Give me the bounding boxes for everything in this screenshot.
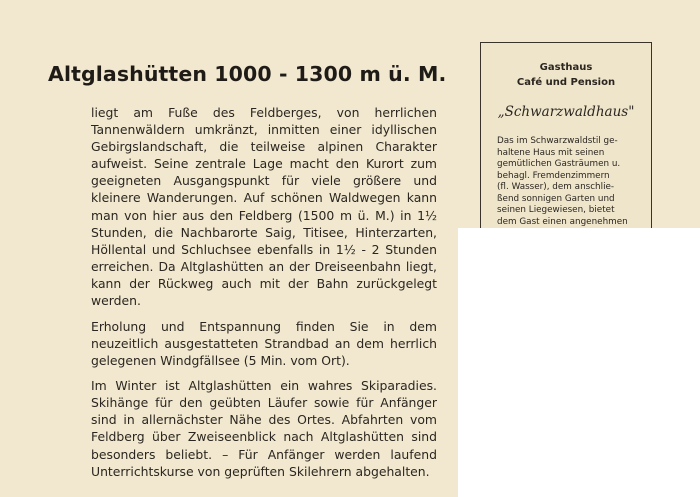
paragraph-winter: Im Winter ist Altglashütten ein wahres Skiparadies. Skihänge für den geübten Läufer sowie für Anfänger sind in allernächster Nähe des Ortes. Abfahrten vom Feldberg über Zweiseenblick nach Altglashütten sind besonders beliebt. – Für Anfänger werden laufend Unterrichtskurse von geprüften Skilehrern abgehalten. <box>91 378 437 479</box>
inn-advertisement <box>480 42 652 243</box>
ad-line: (fl. Wasser), dem anschlie- <box>497 182 615 192</box>
masked-area <box>458 228 700 497</box>
ad-heading-line2: Café und Pension <box>516 77 616 88</box>
page-title: Altglashütten 1000 - 1300 m ü. M. <box>48 62 447 86</box>
ad-line: Das im Schwarzwaldstil ge- <box>497 136 618 146</box>
ad-line: gemütlichen Gasträumen u. <box>497 159 621 169</box>
ad-line: ßend sonnigen Garten und <box>497 193 615 204</box>
paragraph-location: liegt am Fuße des Feldberges, von herrlichen Tannenwäldern umkränzt, inmitten einer idyllischen Gebirgslandschaft, die teilweise alpinen Charakter aufweist. Seine zentrale Lage macht den Kurort zum geeigneten Ausgangspunkt für viele größere und kleinere Wanderungen. Auf schönen Waldwegen kann man von hier aus den Feldberg (1500 m ü. M.) in 1½ Stunden, die Nachbarorte Saig, Titisee, Hinterzarten, Höllental und Schluchsee ebenfalls in 1½ - 2 Stunden erreichen. Da Altglashütten an der Dreiseenbahn liegt, kann der Rückweg auch mit der Bahn zurückgelegt werden. <box>91 105 437 309</box>
ad-line: seinen Liegewiesen, bietet <box>497 205 615 215</box>
paragraph-recreation: Erholung und Entspannung finden Sie in dem neuzeitlich ausgestatteten Strandbad an dem herrlich gelegenen Windgfällsee (5 Min. vom Ort). <box>91 318 437 368</box>
ad-heading-line1: Gasthaus <box>539 62 593 73</box>
ad-line: behagl. Fremdenzimmern <box>497 170 610 181</box>
ad-line: dem Gast einen angenehmen <box>497 216 628 227</box>
ad-line: haltene Haus mit seinen <box>497 147 605 158</box>
description-text <box>91 104 437 480</box>
ad-heading <box>481 60 651 90</box>
ad-inn-name: „Schwarzwaldhaus" <box>497 104 635 120</box>
ad-description <box>497 136 645 240</box>
